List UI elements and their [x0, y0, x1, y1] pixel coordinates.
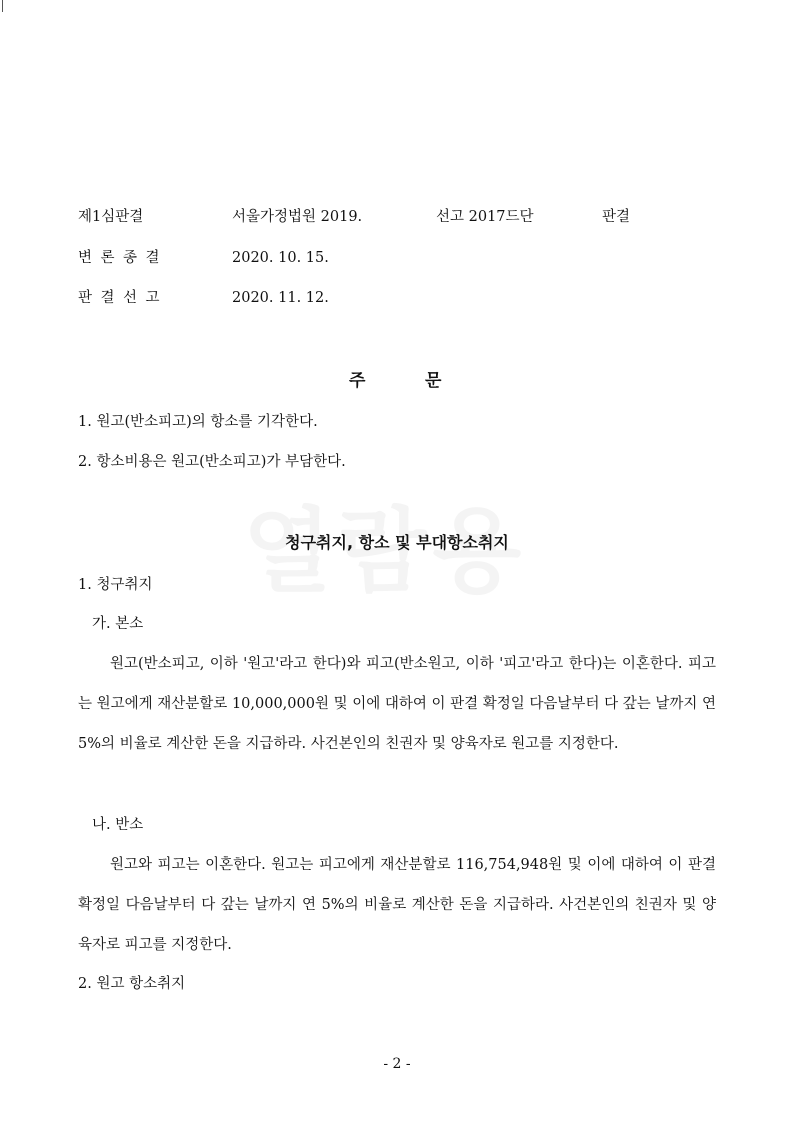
page-number: - 2 -: [383, 1056, 411, 1072]
hearing-closed-label: 변론종결: [78, 250, 169, 266]
order-item-2: 2. 항소비용은 원고(반소피고)가 부담한다.: [78, 454, 346, 470]
claims-section2-heading: 2. 원고 항소취지: [78, 976, 186, 992]
first-instance-case: 선고 2017드단: [436, 209, 534, 225]
claims-sub-a-heading: 가. 본소: [92, 616, 144, 632]
judgment-date: 2020. 11. 12.: [232, 290, 329, 306]
corner-mark: [2, 0, 3, 12]
order-title-right: 문: [425, 371, 442, 391]
claims-sub-b-text: 원고와 피고는 이혼한다. 원고는 피고에게 재산분할로 116,754,948원 및 이에 대하여 이 판결 확정일 다음날부터 다 갚는 날까지 연 5%의 비율로 계산한 돈을 지급하라. 사건본인의 친권자 및 양육자로 피고를 지정한다.: [78, 857, 716, 953]
order-title-left: 주: [349, 371, 366, 391]
first-instance-suffix: 판결: [602, 209, 631, 225]
claims-section1-heading: 1. 청구취지: [78, 577, 153, 593]
order-item-1: 1. 원고(반소피고)의 항소를 기각한다.: [78, 414, 318, 430]
first-instance-court: 서울가정법원 2019.: [232, 209, 363, 225]
claims-title: 청구취지, 항소 및 부대항소취지: [285, 533, 509, 552]
first-instance-label: 제1심판결: [78, 209, 144, 225]
claims-sub-a-text: 원고(반소피고, 이하 '원고'라고 한다)와 피고(반소원고, 이하 '피고'라고 한다)는 이혼한다. 피고는 원고에게 재산분할로 10,000,000원 및 이에 대하여 이 판결 확정일 다음날부터 다 갚는 날까지 연 5%의 비율로 계산한 돈을 지급하라. 사건본인의 친권자 및 양육자로 원고를 지정한다.: [78, 656, 716, 752]
hearing-closed-date: 2020. 10. 15.: [232, 250, 329, 266]
claims-sub-b-heading: 나. 반소: [92, 817, 144, 833]
judgment-date-label: 판결선고: [78, 290, 169, 306]
